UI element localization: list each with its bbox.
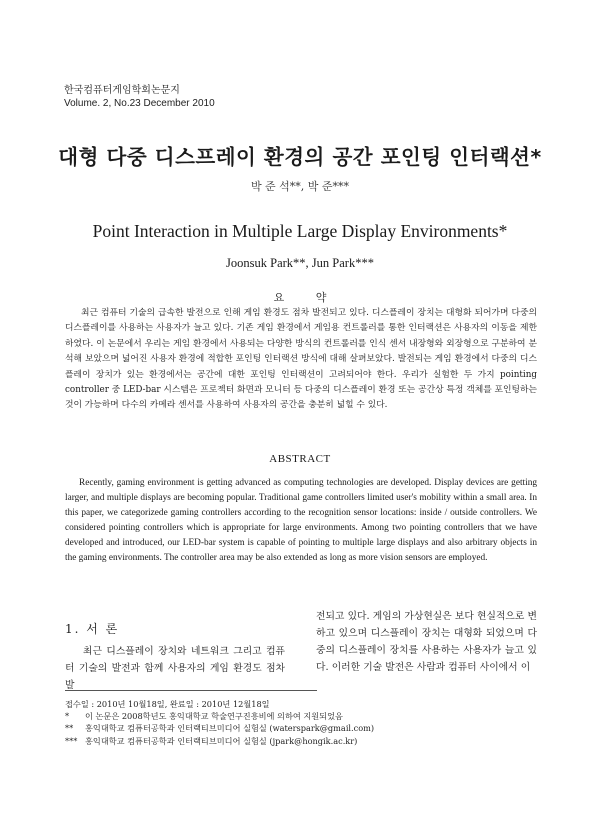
authors-korean: 박 준 석**, 박 준*** xyxy=(250,180,350,193)
korean-abstract-body: 최근 컴퓨터 기술의 급속한 발전으로 인해 게임 환경도 점차 발전되고 있다. 디스플레이 장치는 대형화 되어가며 다중의 디스플레이를 사용하는 사용자가 늘고 있다. 기존 게임 환경에서 게임용 컨트롤러를 통한 인터랙션은 사용자의 이동을 제한하였다. 이 논문에서 우리는 게임 환경에서 사용되는 다양한 방식의 컨트롤러를 인식 센서 내장형와 외장형으로 구분하여 분석해 보았으며 넓어진 사용자 환경에 적합한 포인팅 인터랙션 방식에 대해 살펴보았다. 발전되는 게임 환경에서 다중의 디스플레이 장치가 있는 환경에서는 공간에 대한 포인팅 인터랙션이 고려되어야 한다. 우리가 실험한 두 가지 pointing controller 중 LED-bar 시스템은 프로젝터 화면과 모니터 등 다중의 디스플레이 환경 또는 공간상 특정 객체를 포인팅하는 것이 가능하며 다수의 카메라 센서를 사용하여 사용자의 공간을 충분히 넓힐 수 있다. xyxy=(65,308,537,411)
paper-title-korean: 대형 다중 디스프레이 환경의 공간 포인팅 인터랙션* xyxy=(58,145,542,169)
korean-abstract-heading: 요 약 xyxy=(273,291,341,304)
paper-title-english: Point Interaction in Multiple Large Display Environments* xyxy=(92,221,508,241)
english-abstract-heading: ABSTRACT xyxy=(269,453,331,465)
footnote-mark: *** xyxy=(65,735,78,746)
intro-left-column: 최근 디스플레이 장치와 네트워크 그리고 컴퓨터 기술의 발전과 함께 사용자의 게임 환경도 점차 발 xyxy=(65,646,285,691)
footnote-author-2 xyxy=(65,735,374,747)
footnote-text: 이 논문은 2008학년도 홍익대학교 학술연구진흥비에 의하여 지원되었음 xyxy=(85,711,343,722)
footnote-divider xyxy=(65,690,317,691)
journal-header xyxy=(64,84,215,110)
footnote-funding xyxy=(65,710,374,722)
journal-name: 한국컴퓨터게임학회논문지 xyxy=(64,85,180,96)
intro-right-column: 전되고 있다. 게임의 가상현실은 보다 현실적으로 변하고 있으며 디스플레이 장치는 대형화 되었으며 다중의 디스플레이 장치를 사용하는 사용자가 늘고 있다. 이러한 기술 발전은 사람과 컴퓨터 사이에서 이 xyxy=(316,611,537,673)
footnote-mark: ** xyxy=(65,723,74,734)
footnote-received xyxy=(65,698,374,710)
footnote-text: 접수일 : 2010년 10월18일, 완료일 : 2010년 12월18일 xyxy=(65,699,270,709)
footnote-author-1 xyxy=(65,722,374,734)
section-heading-introduction: 1. 서 론 xyxy=(65,622,120,636)
footnote-text: 홍익대학교 컴퓨터공학과 인터랙티브미디어 실험실 (jpark@hongik.ac.kr) xyxy=(85,735,358,746)
authors-english: Joonsuk Park**, Jun Park*** xyxy=(226,256,374,270)
journal-volume: Volume. 2, No.23 December 2010 xyxy=(64,98,215,109)
english-abstract-body: Recently, gaming environment is getting advanced as computing technologies are developed. Display devices are getting larger, and multiple displays are becoming popular. Traditional game controllers limited user's mobility within a small area. In this paper, we categorizede gaming controllers according to the recognition sensor locations: inside / outside controllers. We considered pointing controllers which is appropriate for large environments. Among two pointing controllers that we have developed and introduced, our LED-bar system is capable of pointing to multiple large displays and also arbitrary objects in the gaming environments. The controller area may be also extended as long as more vision sensors are employed. xyxy=(65,478,537,564)
footnote-mark: * xyxy=(65,711,70,722)
footnotes xyxy=(65,698,374,747)
footnote-text: 홍익대학교 컴퓨터공학과 인터랙티브미디어 실험실 (waterspark@gmail.com) xyxy=(85,723,375,734)
